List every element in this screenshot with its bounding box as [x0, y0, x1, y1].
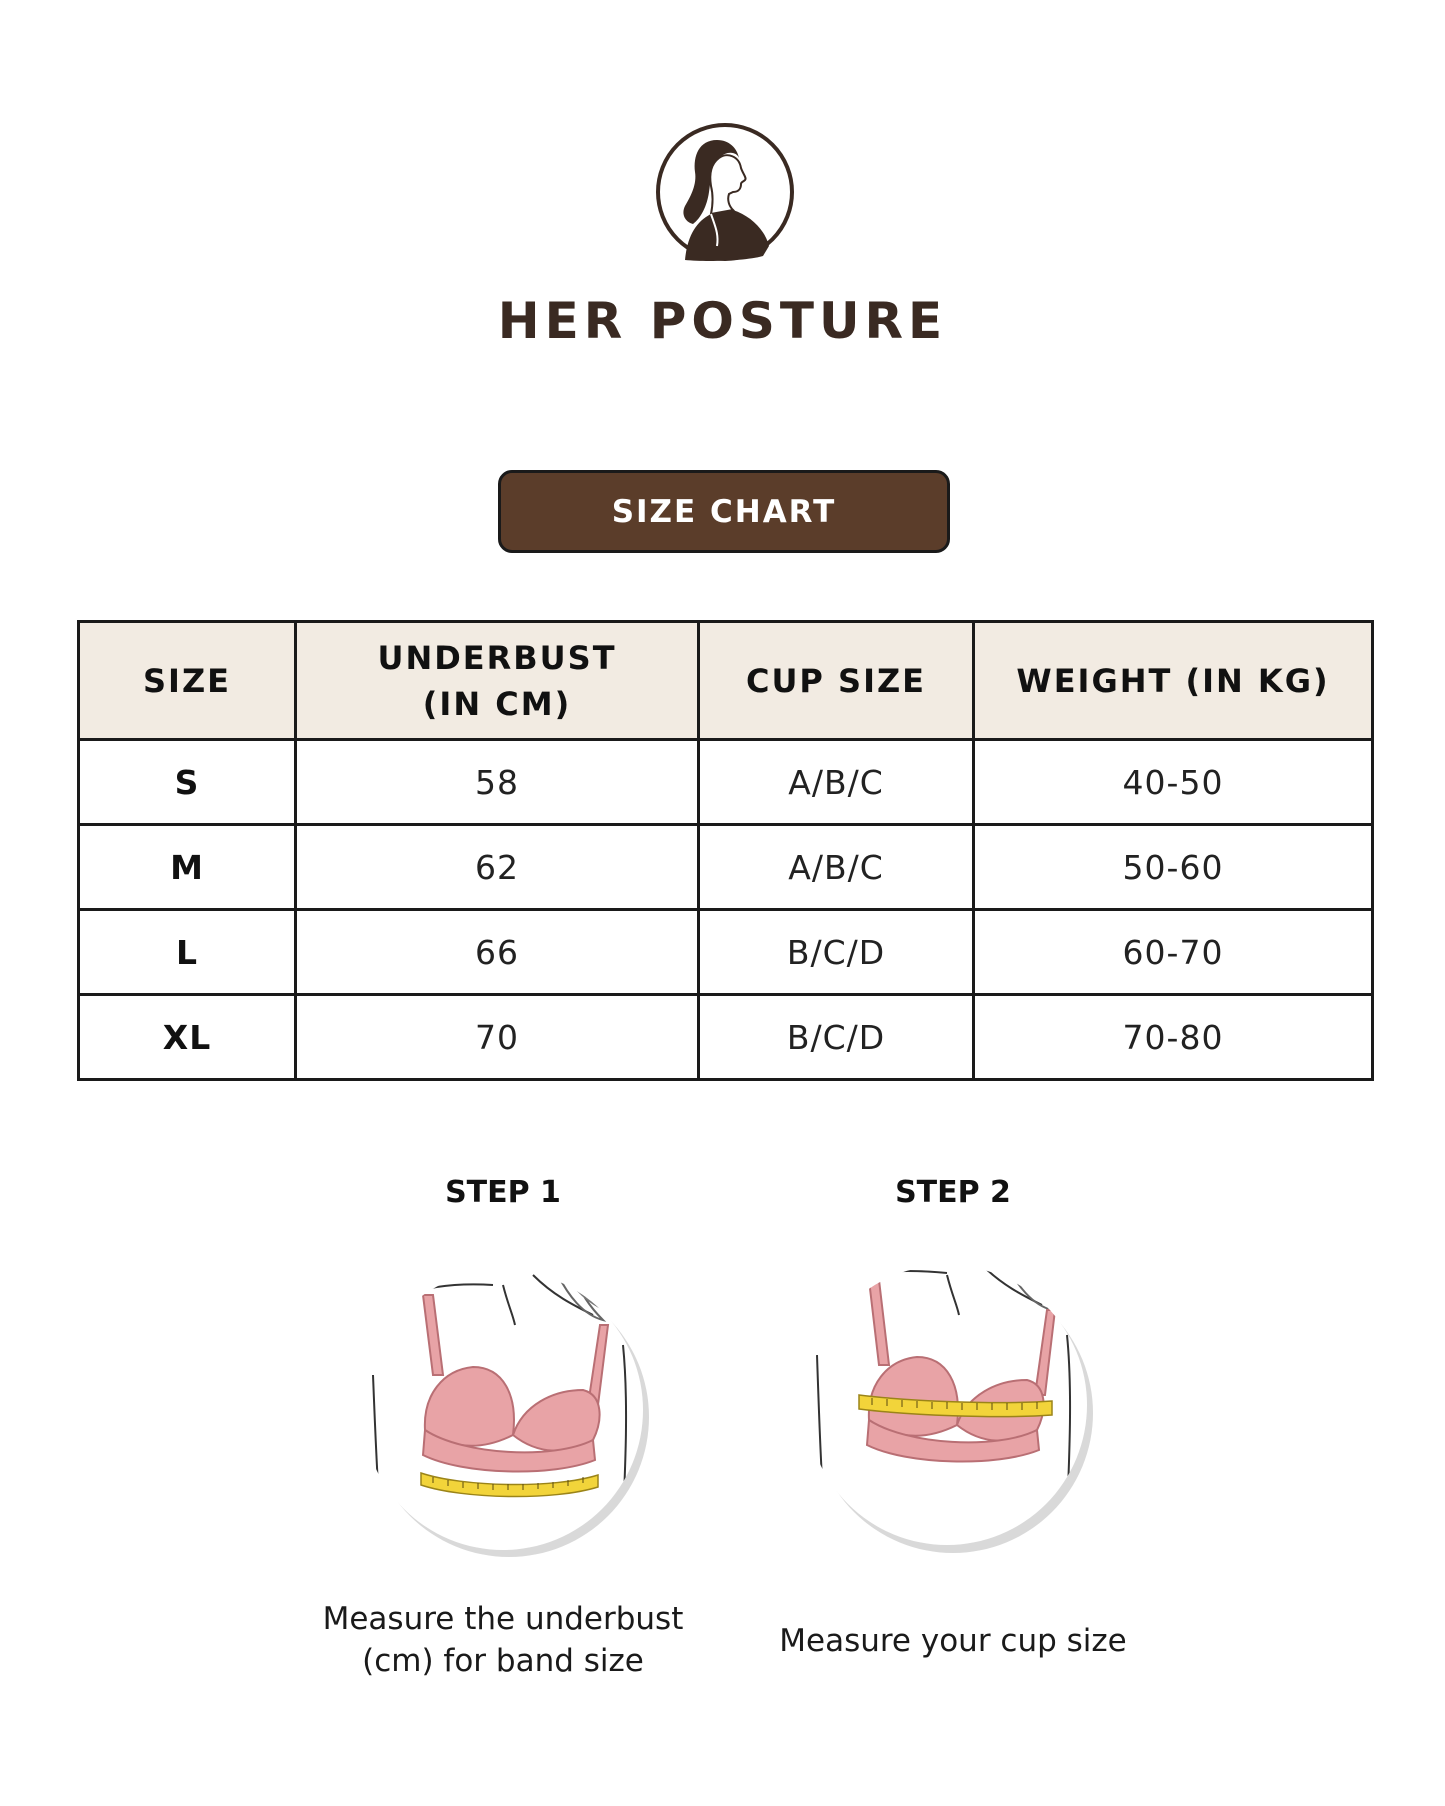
size-cell: L — [79, 910, 296, 995]
step-1-caption-line2: (cm) for band size — [362, 1643, 644, 1679]
size-chart-badge: SIZE CHART — [498, 470, 950, 553]
weight-cell: 50-60 — [974, 825, 1373, 910]
step-2-title: STEP 2 — [895, 1175, 1011, 1210]
cup-cell: A/B/C — [699, 825, 974, 910]
table-row — [79, 825, 1373, 910]
step-1-caption — [283, 1598, 723, 1682]
weight-cell: 70-80 — [974, 995, 1373, 1080]
header-weight: WEIGHT (IN KG) — [974, 622, 1373, 740]
brand-name: HER POSTURE — [497, 292, 948, 350]
size-cell: XL — [79, 995, 296, 1080]
table-row — [79, 910, 1373, 995]
weight-cell: 40-50 — [974, 740, 1373, 825]
cup-cell: B/C/D — [699, 995, 974, 1080]
header-underbust-line2: (IN CM) — [422, 684, 572, 723]
header-cup-size: CUP SIZE — [699, 622, 974, 740]
header-size: SIZE — [79, 622, 296, 740]
size-cell: S — [79, 740, 296, 825]
cup-cell: A/B/C — [699, 740, 974, 825]
size-cell: M — [79, 825, 296, 910]
header-underbust — [296, 622, 699, 740]
step-2-caption — [733, 1620, 1173, 1662]
underbust-cell: 62 — [296, 825, 699, 910]
step-1-caption-line1: Measure the underbust — [322, 1601, 684, 1637]
table-row — [79, 740, 1373, 825]
underbust-measure-icon — [353, 1255, 653, 1565]
woman-silhouette-icon — [655, 122, 795, 262]
table-row — [79, 995, 1373, 1080]
header-underbust-line1: UNDERBUST — [377, 638, 617, 677]
underbust-cell: 66 — [296, 910, 699, 995]
table-header-row — [79, 622, 1373, 740]
size-chart-table — [77, 620, 1374, 1081]
weight-cell: 60-70 — [974, 910, 1373, 995]
cup-measure-icon — [797, 1255, 1097, 1565]
underbust-cell: 58 — [296, 740, 699, 825]
step-1-title: STEP 1 — [445, 1175, 561, 1210]
step-2-caption-line1: Measure your cup size — [779, 1623, 1127, 1659]
cup-cell: B/C/D — [699, 910, 974, 995]
underbust-cell: 70 — [296, 995, 699, 1080]
